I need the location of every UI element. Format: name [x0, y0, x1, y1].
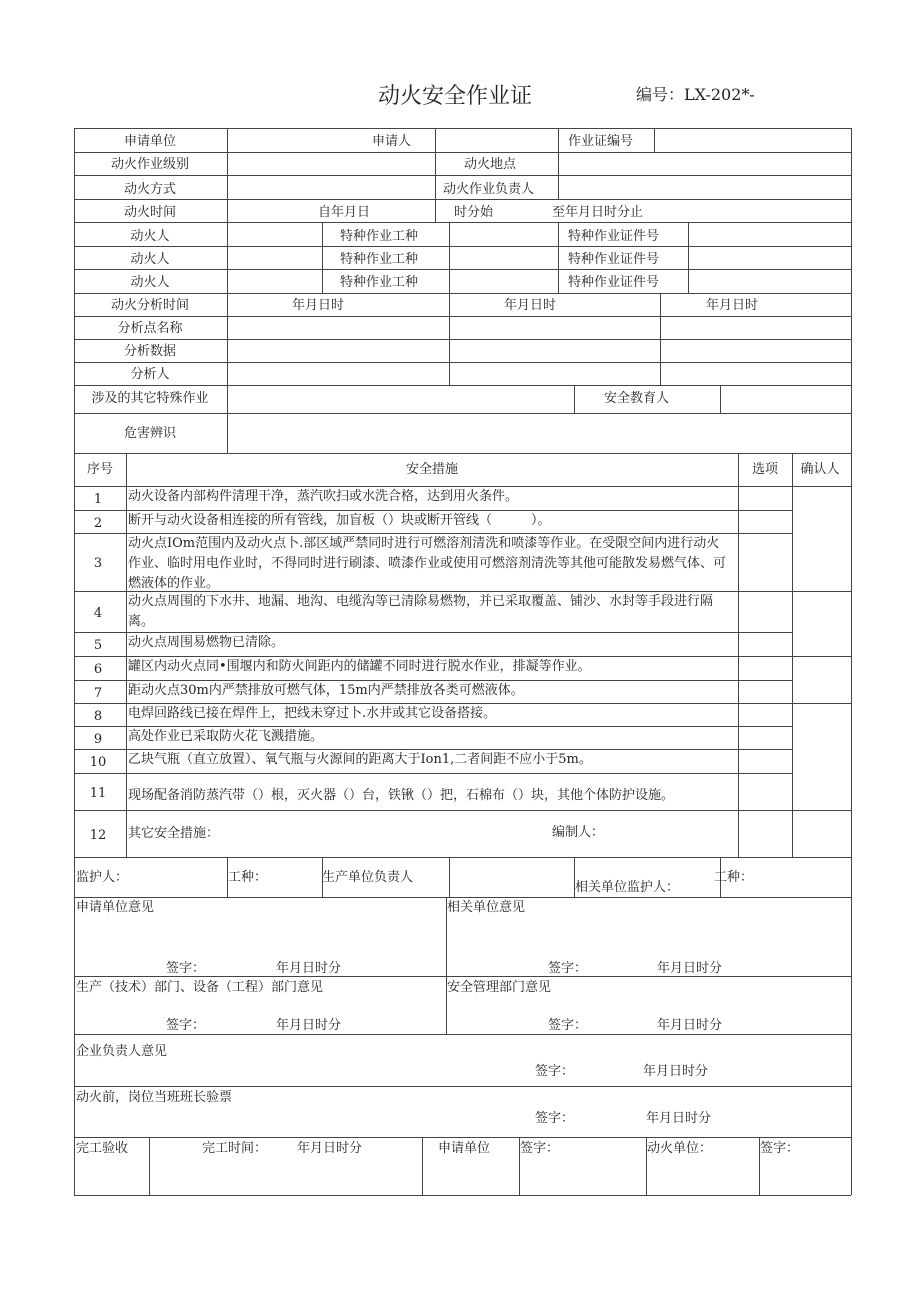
label-method: 动火方式: [123, 182, 177, 197]
permit-code: 编号：LX-202*-: [636, 85, 755, 104]
measure-option-cell[interactable]: [760, 730, 774, 744]
completion-applicant-unit: 申请单位: [438, 1141, 491, 1156]
analysis-date: 年月日时: [706, 298, 759, 313]
label-applicant-unit: 申请单位: [123, 134, 177, 149]
measure-no: 1: [93, 492, 103, 507]
applicant-opinion: 申请单位意见: [76, 900, 155, 915]
label-prod-leader: 生产单位负责人: [322, 870, 414, 885]
label-level: 动火作业级别: [110, 157, 190, 172]
measure-option-cell[interactable]: [760, 753, 774, 767]
label-guardian: 监护人：: [76, 870, 129, 885]
measure-option-cell[interactable]: [760, 660, 774, 674]
sign-datetime: 年月日时分: [643, 1064, 709, 1079]
completion-label: 完工验收: [76, 1141, 129, 1156]
measure-no: 10: [89, 755, 107, 770]
analysis-date: 年月日时: [504, 298, 557, 313]
sign-label: 签字：: [535, 1111, 575, 1126]
label-trade: 工种：: [228, 870, 268, 885]
label-trade2: 工种：: [714, 870, 754, 885]
measure-option-cell[interactable]: [760, 684, 774, 698]
measure-no: 2: [93, 515, 103, 531]
measure-no: 8: [93, 708, 103, 724]
completion-sign2: 签字：: [760, 1141, 800, 1156]
label-analyst: 分析人: [130, 367, 170, 382]
related-opinion: 相关单位意见: [447, 900, 526, 915]
page-title: 动火安全作业证: [378, 84, 533, 109]
measure-text: 距动火点30m内严禁排放可燃气体，15m内严禁排放各类可燃液体。: [128, 683, 524, 698]
measure-no: 4: [93, 605, 103, 621]
col-confirm: 确认人: [800, 462, 840, 477]
measure-text: 动火点IOm范围内及动火点卜.部区域严禁同时进行可燃溶剂清洗和喷漆等作业。在受限空间内进行动火作业、临时用电作业时，不得同时进行刷漆、喷漆作业或使用可燃溶剂清洗等其他可能散发易燃气体、可燃液体的作业。: [128, 536, 727, 591]
measure-text: 动火设备内部构件清理干净，蒸汽吹扫或水洗合格，达到用火条件。: [128, 489, 519, 504]
measure-text: 动火点周围的下水井、地漏、地沟、电缆沟等已清除易燃物，并已采取覆盖、铺沙、水封等手段进行隔离。: [128, 594, 714, 629]
measure-option-cell[interactable]: [760, 826, 774, 840]
safety-opinion: 安全管理部门意见: [447, 980, 552, 995]
label-leader: 动火作业负责人: [443, 182, 535, 197]
col-option: 选项: [751, 462, 779, 477]
sign-datetime: 年月日时分: [276, 1018, 342, 1033]
measure-text: 乙块气瓶（直立放置）、氧气瓶与火源间的距离大于Ion1,二者间距不应小于5m。: [128, 752, 592, 767]
sign-label: 签字：: [166, 961, 206, 976]
measure-option-cell[interactable]: [760, 554, 774, 568]
label-analysis-data: 分析数据: [123, 344, 177, 359]
production-opinion: 生产（技术）部门、设备（工程）部门意见: [76, 980, 324, 995]
sign-label: 签字：: [548, 1018, 588, 1033]
label-related-guardian: 相关单位监护人：: [575, 880, 680, 895]
measure-text: 动火点周围易燃物已清除。: [128, 635, 285, 650]
measure-option-cell[interactable]: [760, 707, 774, 721]
label-worker-type: 特种作业工种: [340, 252, 419, 267]
label-worker: 动火人: [130, 275, 170, 290]
label-location: 动火地点: [464, 157, 517, 172]
measure-option-cell[interactable]: [760, 784, 774, 798]
enterprise-opinion: 企业负责人意见: [76, 1044, 168, 1059]
measure-no: 11: [89, 785, 107, 801]
label-worker: 动火人: [130, 229, 170, 244]
measure-option-cell[interactable]: [760, 604, 774, 618]
label-analysis-point: 分析点名称: [117, 321, 183, 336]
label-worker-cert: 特种作业证件号: [568, 275, 660, 290]
measure-option-cell[interactable]: [760, 636, 774, 650]
measure-text: 其它安全措施：: [128, 826, 220, 841]
time-start: 时分始: [454, 205, 494, 220]
sign-label: 签字：: [535, 1064, 575, 1079]
analysis-date: 年月日时: [292, 298, 345, 313]
measure-text: 罐区内动火点同•围堰内和防火间距内的储罐不同时进行脱水作业，排凝等作业。: [128, 659, 591, 674]
label-worker: 动火人: [130, 252, 170, 267]
sign-label: 签字：: [166, 1018, 206, 1033]
col-measure: 安全措施: [405, 462, 459, 477]
measure-option-cell[interactable]: [760, 490, 774, 504]
measure-no: 5: [93, 638, 103, 653]
label-hazard: 危害辨识: [123, 426, 177, 441]
label-worker-cert: 特种作业证件号: [568, 229, 660, 244]
measure-no: 9: [93, 731, 103, 747]
measure-text: 电焊回路线已接在焊件上，把线未穿过卜.水井或其它设备搭接。: [128, 706, 497, 721]
label-analysis-time: 动火分析时间: [110, 298, 190, 313]
measure-no: 12: [89, 827, 107, 843]
label-permit-no: 作业证编号: [568, 134, 634, 149]
measure-compiler: 编制人：: [552, 825, 605, 840]
time-to: 至年月日时分止: [552, 205, 644, 220]
label-safety-educator: 安全教育人: [604, 391, 670, 406]
shift-check: 动火前，岗位当班班长验票: [76, 1090, 233, 1105]
measure-no: 6: [93, 662, 103, 677]
measure-text: 现场配备消防蒸汽带（）根，灭火器（）台，铁锹（）把，石棉布（）块，其他个体防护设施。: [128, 788, 675, 803]
sign-datetime: 年月日时分: [646, 1111, 712, 1126]
completion-datetime: 年月日时分: [297, 1141, 363, 1156]
col-no: 序号: [86, 462, 114, 477]
label-worker-cert: 特种作业证件号: [568, 252, 660, 267]
sign-datetime: 年月日时分: [657, 1018, 723, 1033]
measure-text: 断开与动火设备相连接的所有管线，加盲板（）块或断开管线（ ）。: [128, 513, 551, 528]
label-applicant: 申请人: [372, 134, 412, 149]
sign-label: 签字：: [548, 961, 588, 976]
measure-no: 7: [93, 685, 103, 701]
sign-datetime: 年月日时分: [657, 961, 723, 976]
completion-fire-unit: 动火单位：: [647, 1141, 713, 1156]
time-from: 自年月日: [318, 205, 371, 220]
completion-time-label: 完工时间：: [202, 1141, 268, 1156]
measure-no: 3: [93, 556, 103, 571]
label-worker-type: 特种作业工种: [340, 275, 419, 290]
label-other-special: 涉及的其它特殊作业: [91, 391, 209, 406]
label-worker-type: 特种作业工种: [340, 229, 419, 244]
label-time: 动火时间: [123, 205, 177, 220]
completion-sign: 签字：: [520, 1141, 560, 1156]
sign-datetime: 年月日时分: [276, 961, 342, 976]
measure-text: 高处作业已采取防火花飞溅措施。: [128, 729, 324, 744]
measure-option-cell[interactable]: [760, 514, 774, 528]
